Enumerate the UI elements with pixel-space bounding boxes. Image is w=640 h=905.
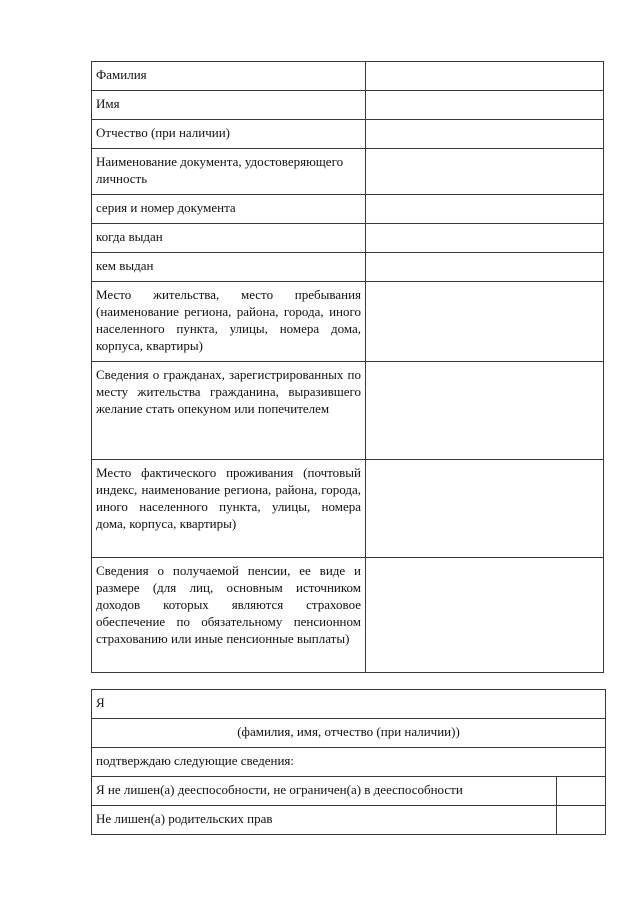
confirmation-table — [91, 689, 606, 835]
name-value-cell[interactable] — [366, 91, 604, 120]
personal-data-table — [91, 61, 604, 673]
table-row — [92, 719, 606, 748]
statement-parental-rights-checkbox[interactable] — [557, 806, 606, 835]
table-row — [92, 460, 604, 558]
row-label-pension: Сведения о получаемой пенсии, ее виде и размере (для лиц, основным источником доходов которых являются страховое обеспечение по обязательному пенсионном страхованию или иные пенсионные выплаты) — [92, 558, 366, 673]
row-label-issued-by: кем выдан — [92, 253, 366, 282]
confirm-text: подтверждаю следующие сведения: — [92, 748, 606, 777]
residence-value-cell[interactable] — [366, 282, 604, 362]
surname-value-cell[interactable] — [366, 62, 604, 91]
document-number-value-cell[interactable] — [366, 195, 604, 224]
issued-by-value-cell[interactable] — [366, 253, 604, 282]
table-row — [92, 690, 606, 719]
table-row — [92, 282, 604, 362]
registered-citizens-value-cell[interactable] — [366, 362, 604, 460]
table-row — [92, 195, 604, 224]
ya-cell[interactable]: Я — [92, 690, 606, 719]
table-row — [92, 149, 604, 195]
table-row — [92, 62, 604, 91]
table-row — [92, 362, 604, 460]
fio-hint: (фамилия, имя, отчество (при наличии)) — [92, 719, 606, 748]
table-row — [92, 806, 606, 835]
table-row — [92, 224, 604, 253]
table-row — [92, 253, 604, 282]
actual-residence-value-cell[interactable] — [366, 460, 604, 558]
pension-value-cell[interactable] — [366, 558, 604, 673]
row-label-issue-date: когда выдан — [92, 224, 366, 253]
row-label-patronymic: Отчество (при наличии) — [92, 120, 366, 149]
patronymic-value-cell[interactable] — [366, 120, 604, 149]
row-label-actual-residence: Место фактического проживания (почтовый индекс, наименование региона, района, города, иного населенного пункта, улицы, номера дома, корпуса, квартиры) — [92, 460, 366, 558]
id-document-value-cell[interactable] — [366, 149, 604, 195]
statement-not-incapacitated-checkbox[interactable] — [557, 777, 606, 806]
table-row — [92, 558, 604, 673]
statement-not-incapacitated: Я не лишен(а) дееспособности, не ограничен(а) в дееспособности — [92, 777, 557, 806]
table-row — [92, 777, 606, 806]
statement-parental-rights: Не лишен(а) родительских прав — [92, 806, 557, 835]
row-label-surname: Фамилия — [92, 62, 366, 91]
table-row — [92, 120, 604, 149]
row-label-registered-citizens: Сведения о гражданах, зарегистрированных по месту жительства гражданина, выразившего желание стать опекуном или попечителем — [92, 362, 366, 460]
issue-date-value-cell[interactable] — [366, 224, 604, 253]
row-label-id-document: Наименование документа, удостоверяющего личность — [92, 149, 366, 195]
table-row — [92, 91, 604, 120]
row-label-name: Имя — [92, 91, 366, 120]
row-label-residence: Место жительства, место пребывания (наименование региона, района, города, иного населенного пункта, улицы, номера дома, корпуса, квартиры) — [92, 282, 366, 362]
table-row — [92, 748, 606, 777]
row-label-document-number: серия и номер документа — [92, 195, 366, 224]
